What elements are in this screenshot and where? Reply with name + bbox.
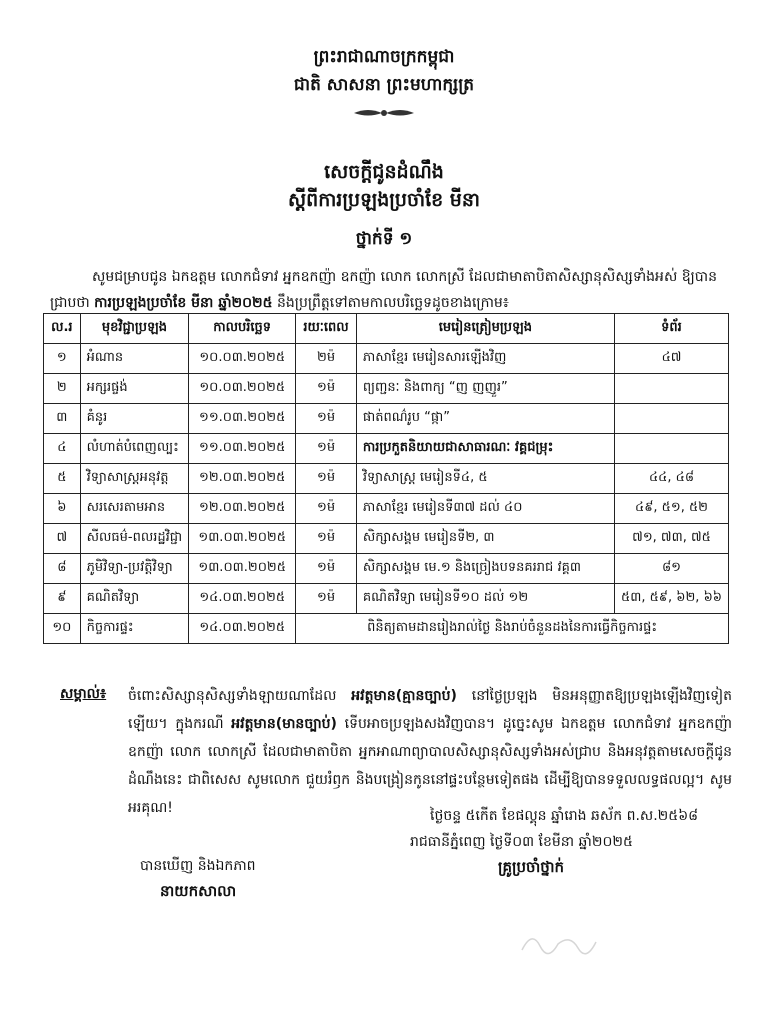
cell-date: ១០.០៣.២០២៥ xyxy=(189,344,296,374)
cell-subject: ភូមិវិទ្យា-ប្រវត្តិវិទ្យា xyxy=(80,554,188,584)
homeroom-teacher-title: គ្រូប្រចាំថ្នាក់ xyxy=(498,858,565,876)
note-text-3: ទើបអាចប្រឡងសងវិញបាន។ ដូច្នេះសូម ឯកឧត្តម លោកជំទាវ អ្នកឧកញ៉ា ឧកញ៉ា លោក លោកស្រី ដែលជាមាតាបិតា អ្នកអាណាព្យាបាលសិស្សានុសិស្សទាំងអស់ជ្រាប និងអនុវត្តតាមសេចក្តីជូនដំណឹងនេះ ជាពិសេស សូមលោក ជួយរំឭក និងបង្រៀនកូននៅផ្ទះបន្ថែមទៀតផង ដើម្បីឱ្យបានទទួលលទ្ធផលល្អ។ សូមអរគុណ! xyxy=(128,716,733,816)
cell-duration: ១ម៉ xyxy=(296,404,357,434)
cell-pages xyxy=(615,374,729,404)
cell-lessons: ការប្រកួតនិយាយជាសាធារណៈ វគ្គជម្រុះ xyxy=(356,434,614,464)
cell-duration: ២ម៉ xyxy=(296,344,357,374)
cell-subject: អំណាន xyxy=(80,344,188,374)
cell-duration: ១ម៉ xyxy=(296,374,357,404)
cell-no: ៩ xyxy=(44,584,81,614)
cell-subject: គណិតវិទ្យា xyxy=(80,584,188,614)
cell-lessons: សិក្សាសង្គម មេរៀនទី២, ៣ xyxy=(356,524,614,554)
grade-label: ថ្នាក់ទី ១ xyxy=(355,229,413,249)
cell-pages: ៤៧ xyxy=(615,344,729,374)
cell-duration: ១ម៉ xyxy=(296,434,357,464)
cell-pages: ៥៣, ៥៩, ៦២, ៦៦ xyxy=(615,584,729,614)
cell-no: ១ xyxy=(44,344,81,374)
table-row xyxy=(44,464,729,494)
col-header-subject: មុខវិជ្ជាប្រឡង xyxy=(80,314,188,344)
notice-subtitle: ស្តីពីការប្រឡងប្រចាំខែ មីនា xyxy=(288,189,480,211)
national-motto: ជាតិ សាសនា ព្រះមហាក្សត្រ xyxy=(293,75,475,95)
cell-pages xyxy=(615,404,729,434)
principal-title: នាយកសាលា xyxy=(160,882,237,900)
col-header-lessons: មេរៀនត្រៀមប្រឡង xyxy=(356,314,614,344)
cell-date: ១៣.០៣.២០២៥ xyxy=(189,524,296,554)
cell-date: ១២.០៣.២០២៥ xyxy=(189,494,296,524)
cell-lessons: ភាសាខ្មែរ មេរៀនសារឡើងវិញ xyxy=(356,344,614,374)
table-row xyxy=(44,614,729,644)
note-paragraph xyxy=(128,682,732,822)
cell-lessons: ផាត់ពណ៌រូប “ផ្កា” xyxy=(356,404,614,434)
notice-title: សេចក្តីជូនដំណឹង xyxy=(324,161,444,183)
cell-subject: គំនូរ xyxy=(80,404,188,434)
cell-date: ១៤.០៣.២០២៥ xyxy=(189,584,296,614)
cell-date: ១១.០៣.២០២៥ xyxy=(189,404,296,434)
table-row xyxy=(44,374,729,404)
cell-lessons: ព្យញ្ជនៈ និងពាក្យ “ញ ញញួរ” xyxy=(356,374,614,404)
cell-lessons: សិក្សាសង្គម មេ.១ និងច្រៀងបទនគររាជ វគ្គ៣ xyxy=(356,554,614,584)
cell-no: ៣ xyxy=(44,404,81,434)
cell-date: ១០.០៣.២០២៥ xyxy=(189,374,296,404)
cell-duration: ១ម៉ xyxy=(296,494,357,524)
cell-pages: ៧១, ៧៣, ៧៥ xyxy=(615,524,729,554)
note-text-2: នៅថ្ងៃប្រឡង មិនអនុញ្ញាតឱ្យប្រឡងឡើងវិញទៀតឡើយ។ ក្នុងករណី xyxy=(128,688,733,732)
cell-no: ៤ xyxy=(44,434,81,464)
cell-date: ១២.០៣.២០២៥ xyxy=(189,464,296,494)
cell-date: ១៤.០៣.២០២៥ xyxy=(189,614,296,644)
approval-label: បានឃើញ និងឯកភាព xyxy=(140,858,256,874)
cell-subject: កិច្ចការផ្ទះ xyxy=(80,614,188,644)
cell-subject: សរសេរតាមអាន xyxy=(80,494,188,524)
kingdom-heading: ព្រះរាជាណាចក្រកម្ពុជា xyxy=(313,47,455,67)
cell-pages: ៤៤, ៤៨ xyxy=(615,464,729,494)
cell-no: ២ xyxy=(44,374,81,404)
cell-pages: ៤៩, ៥១, ៥២ xyxy=(615,494,729,524)
note-absent-unexcused: អវត្តមាន(គ្មានច្បាប់) xyxy=(351,688,457,704)
cell-duration: ១ម៉ xyxy=(296,524,357,554)
table-row xyxy=(44,524,729,554)
col-header-no: ល.រ xyxy=(44,314,81,344)
table-row xyxy=(44,584,729,614)
cell-homework-note: ពិនិត្យតាមដានរៀងរាល់ថ្ងៃ និងរាប់ចំនួនដងនៃការធ្វើកិច្ចការផ្ទះ xyxy=(296,614,729,644)
table-header-row xyxy=(44,314,729,344)
cell-subject: វិទ្យាសាស្ត្រអនុវត្ត xyxy=(80,464,188,494)
lunar-date: ថ្ងៃចន្ទ ៥កើត ខែផល្គុន ឆ្នាំរោង ឆស័ក ព.ស.២៥៦៨ xyxy=(430,808,699,824)
intro-paragraph xyxy=(50,264,730,316)
cell-pages xyxy=(615,434,729,464)
cell-no: ៨ xyxy=(44,554,81,584)
table-row xyxy=(44,344,729,374)
intro-tail: នឹងប្រព្រឹត្តទៅតាមកាលបរិច្ឆេទដូចខាងក្រោម៖ xyxy=(277,295,509,311)
cell-subject: លំហាត់បំពេញល្បះ xyxy=(80,434,188,464)
col-header-pages: ទំព័រ xyxy=(615,314,729,344)
cell-no: ៧ xyxy=(44,524,81,554)
ornament-divider xyxy=(352,106,416,120)
cell-date: ១១.០៣.២០២៥ xyxy=(189,434,296,464)
col-header-date: កាលបរិច្ឆេទ xyxy=(189,314,296,344)
note-text-1: ចំពោះសិស្សានុសិស្សទាំងឡាយណាដែល xyxy=(128,688,337,704)
table-row xyxy=(44,494,729,524)
cell-lessons: ភាសាខ្មែរ មេរៀនទី៣៧ ដល់ ៤០ xyxy=(356,494,614,524)
cell-no: ៥ xyxy=(44,464,81,494)
col-header-duration: រយៈពេល xyxy=(296,314,357,344)
place-date: រាជធានីភ្នំពេញ ថ្ងៃទី០៣ ខែមីនា ឆ្នាំ២០២៥ xyxy=(410,834,633,850)
note-absent-excused: អវត្តមាន(មានច្បាប់) xyxy=(231,716,337,732)
cell-duration: ១ម៉ xyxy=(296,464,357,494)
signature-mark xyxy=(518,924,598,958)
cell-lessons: វិទ្យាសាស្ត្រ មេរៀនទី៤, ៥ xyxy=(356,464,614,494)
table-row xyxy=(44,434,729,464)
intro-text: សូមជម្រាបជូន ឯកឧត្តម លោកជំទាវ អ្នកឧកញ៉ា ឧកញ៉ា លោក លោកស្រី ដែលជាមាតាបិតាសិស្សានុសិស្សទាំងអស់ ឱ្យបានជ្រាបថា xyxy=(50,269,717,311)
table-row xyxy=(44,554,729,584)
cell-pages: ៨១ xyxy=(615,554,729,584)
cell-no: ៦ xyxy=(44,494,81,524)
cell-lessons: គណិតវិទ្យា មេរៀនទី១០ ដល់ ១២ xyxy=(356,584,614,614)
cell-duration: ១ម៉ xyxy=(296,584,357,614)
cell-no: ១០ xyxy=(44,614,81,644)
intro-emphasis: ការប្រឡងប្រចាំខែ មីនា ឆ្នាំ២០២៥ xyxy=(94,295,273,311)
cell-subject: សីលធម៌-ពលរដ្ឋវិជ្ជា xyxy=(80,524,188,554)
cell-date: ១៣.០៣.២០២៥ xyxy=(189,554,296,584)
table-row xyxy=(44,404,729,434)
cell-duration: ១ម៉ xyxy=(296,554,357,584)
note-label: សម្គាល់៖ xyxy=(60,686,107,702)
cell-subject: អក្សរផ្ចង់ xyxy=(80,374,188,404)
exam-schedule-table xyxy=(43,313,729,644)
